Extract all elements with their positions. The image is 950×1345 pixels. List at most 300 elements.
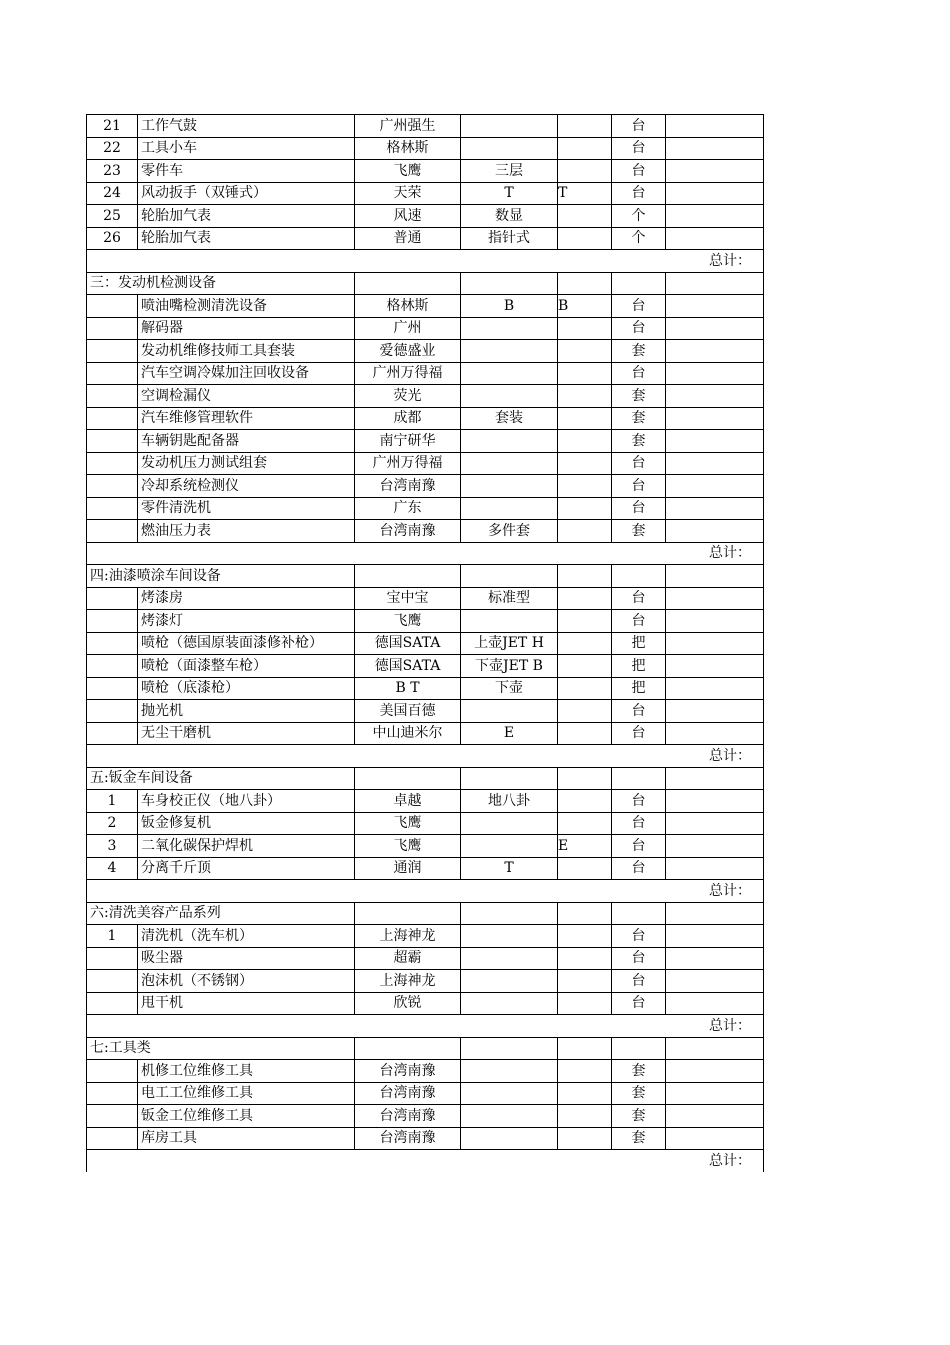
- item-name: 燃油压力表: [138, 520, 355, 543]
- section-header-row: [87, 767, 764, 790]
- item-brand: 宝中宝: [355, 587, 461, 610]
- row-number: [87, 947, 138, 970]
- item-price: [666, 227, 764, 250]
- item-price: [666, 362, 764, 385]
- item-spec: 下壶JET B: [461, 655, 558, 678]
- item-model: [558, 340, 612, 363]
- item-price: [666, 925, 764, 948]
- section-header-row: [87, 565, 764, 588]
- item-spec: T: [461, 857, 558, 880]
- row-number: [87, 340, 138, 363]
- item-unit: 台: [612, 295, 666, 318]
- item-spec: [461, 947, 558, 970]
- item-price: [666, 812, 764, 835]
- item-spec: T: [461, 182, 558, 205]
- table-row: [87, 317, 764, 340]
- item-unit: 台: [612, 722, 666, 745]
- item-price: [666, 857, 764, 880]
- item-model: [558, 1082, 612, 1105]
- table-row: [87, 857, 764, 880]
- item-name: 风动扳手（双锤式）: [138, 182, 355, 205]
- item-brand: 台湾南豫: [355, 1127, 461, 1150]
- item-model: [558, 722, 612, 745]
- row-number: [87, 407, 138, 430]
- table-row: [87, 385, 764, 408]
- item-price: [666, 722, 764, 745]
- empty-cell: [666, 767, 764, 790]
- item-brand: 美国百德: [355, 700, 461, 723]
- item-spec: [461, 452, 558, 475]
- item-price: [666, 520, 764, 543]
- empty-cell: [461, 1037, 558, 1060]
- item-name: 汽车空调冷媒加注回收设备: [138, 362, 355, 385]
- item-brand: 德国SATA: [355, 632, 461, 655]
- item-brand: 格林斯: [355, 295, 461, 318]
- item-price: [666, 430, 764, 453]
- total-label: 总计：: [87, 745, 764, 768]
- item-price: [666, 1105, 764, 1128]
- item-brand: 格林斯: [355, 137, 461, 160]
- item-model: [558, 1060, 612, 1083]
- table-row: [87, 947, 764, 970]
- item-spec: [461, 992, 558, 1015]
- item-unit: 台: [612, 610, 666, 633]
- item-brand: 中山迪米尔: [355, 722, 461, 745]
- item-spec: 上壶JET H: [461, 632, 558, 655]
- row-number: [87, 700, 138, 723]
- item-unit: 台: [612, 475, 666, 498]
- item-model: [558, 925, 612, 948]
- empty-cell: [461, 565, 558, 588]
- item-name: 钣金修复机: [138, 812, 355, 835]
- item-brand: 台湾南豫: [355, 1105, 461, 1128]
- item-spec: [461, 812, 558, 835]
- item-spec: 标准型: [461, 587, 558, 610]
- item-model: [558, 610, 612, 633]
- total-label: 总计：: [87, 250, 764, 273]
- item-model: [558, 137, 612, 160]
- row-number: [87, 970, 138, 993]
- item-brand: 成都: [355, 407, 461, 430]
- row-number: [87, 632, 138, 655]
- table-row: [87, 925, 764, 948]
- row-number: [87, 655, 138, 678]
- item-spec: [461, 475, 558, 498]
- table-row: [87, 970, 764, 993]
- table-row: [87, 520, 764, 543]
- item-brand: 荧光: [355, 385, 461, 408]
- item-unit: 台: [612, 970, 666, 993]
- row-number: 24: [87, 182, 138, 205]
- item-name: 分离千斤顶: [138, 857, 355, 880]
- row-number: 1: [87, 790, 138, 813]
- item-price: [666, 790, 764, 813]
- item-unit: 台: [612, 857, 666, 880]
- item-unit: 台: [612, 700, 666, 723]
- table-row: [87, 182, 764, 205]
- item-name: 车辆钥匙配备器: [138, 430, 355, 453]
- item-brand: 卓越: [355, 790, 461, 813]
- row-number: [87, 677, 138, 700]
- item-brand: 飞鹰: [355, 812, 461, 835]
- item-name: 发动机维修技师工具套装: [138, 340, 355, 363]
- item-name: 发动机压力测试组套: [138, 452, 355, 475]
- table-row: [87, 137, 764, 160]
- empty-cell: [558, 902, 612, 925]
- total-label: 总计：: [87, 1150, 764, 1172]
- item-spec: [461, 1060, 558, 1083]
- row-number: 23: [87, 160, 138, 183]
- item-brand: 天荣: [355, 182, 461, 205]
- item-spec: 多件套: [461, 520, 558, 543]
- item-price: [666, 947, 764, 970]
- section-header-row: [87, 1037, 764, 1060]
- row-number: 2: [87, 812, 138, 835]
- row-number: [87, 1060, 138, 1083]
- row-number: [87, 587, 138, 610]
- item-brand: 飞鹰: [355, 610, 461, 633]
- item-model: B: [558, 295, 612, 318]
- table-row: [87, 1127, 764, 1150]
- item-name: 冷却系统检测仪: [138, 475, 355, 498]
- item-unit: 把: [612, 677, 666, 700]
- table-row: [87, 475, 764, 498]
- total-row: [87, 745, 764, 768]
- item-brand: 飞鹰: [355, 835, 461, 858]
- item-model: E: [558, 835, 612, 858]
- table-row: [87, 227, 764, 250]
- item-spec: [461, 340, 558, 363]
- item-unit: 把: [612, 655, 666, 678]
- item-name: 烤漆灯: [138, 610, 355, 633]
- table-row: [87, 205, 764, 228]
- empty-cell: [666, 1037, 764, 1060]
- item-name: 电工工位维修工具: [138, 1082, 355, 1105]
- total-row: [87, 1150, 764, 1172]
- item-name: 空调检漏仪: [138, 385, 355, 408]
- item-brand: 台湾南豫: [355, 520, 461, 543]
- section-title: 三：发动机检测设备: [87, 272, 355, 295]
- item-brand: 通润: [355, 857, 461, 880]
- row-number: [87, 362, 138, 385]
- item-spec: [461, 1082, 558, 1105]
- item-unit: 台: [612, 835, 666, 858]
- item-brand: 台湾南豫: [355, 475, 461, 498]
- item-model: [558, 362, 612, 385]
- item-model: [558, 677, 612, 700]
- item-model: [558, 1105, 612, 1128]
- item-model: [558, 520, 612, 543]
- item-spec: [461, 610, 558, 633]
- row-number: 1: [87, 925, 138, 948]
- item-price: [666, 677, 764, 700]
- equipment-table: [86, 114, 764, 1172]
- item-model: [558, 452, 612, 475]
- item-spec: [461, 970, 558, 993]
- item-spec: [461, 317, 558, 340]
- item-brand: 普通: [355, 227, 461, 250]
- item-model: [558, 655, 612, 678]
- row-number: 25: [87, 205, 138, 228]
- empty-cell: [612, 902, 666, 925]
- empty-cell: [355, 767, 461, 790]
- row-number: 3: [87, 835, 138, 858]
- item-brand: 德国SATA: [355, 655, 461, 678]
- item-model: [558, 497, 612, 520]
- item-unit: 台: [612, 812, 666, 835]
- table-row: [87, 452, 764, 475]
- item-name: 汽车维修管理软件: [138, 407, 355, 430]
- item-model: [558, 587, 612, 610]
- item-model: [558, 385, 612, 408]
- item-price: [666, 295, 764, 318]
- item-brand: 广州万得福: [355, 362, 461, 385]
- row-number: [87, 1105, 138, 1128]
- item-unit: 把: [612, 632, 666, 655]
- item-unit: 台: [612, 317, 666, 340]
- table-row: [87, 340, 764, 363]
- item-brand: 飞鹰: [355, 160, 461, 183]
- row-number: [87, 430, 138, 453]
- item-name: 抛光机: [138, 700, 355, 723]
- row-number: [87, 610, 138, 633]
- row-number: 22: [87, 137, 138, 160]
- total-label: 总计：: [87, 542, 764, 565]
- section-title: 六:清洗美容产品系列: [87, 902, 355, 925]
- item-brand: 欣锐: [355, 992, 461, 1015]
- item-unit: 套: [612, 340, 666, 363]
- row-number: [87, 475, 138, 498]
- item-spec: 数显: [461, 205, 558, 228]
- item-unit: 套: [612, 407, 666, 430]
- item-unit: 台: [612, 790, 666, 813]
- item-name: 喷枪（底漆枪）: [138, 677, 355, 700]
- item-price: [666, 1060, 764, 1083]
- item-unit: 台: [612, 115, 666, 138]
- item-spec: B: [461, 295, 558, 318]
- item-name: 零件车: [138, 160, 355, 183]
- empty-cell: [558, 767, 612, 790]
- item-model: [558, 227, 612, 250]
- item-unit: 台: [612, 947, 666, 970]
- empty-cell: [612, 565, 666, 588]
- item-price: [666, 992, 764, 1015]
- item-price: [666, 340, 764, 363]
- item-brand: 广州: [355, 317, 461, 340]
- item-model: [558, 700, 612, 723]
- item-price: [666, 610, 764, 633]
- item-name: 喷枪（德国原装面漆修补枪）: [138, 632, 355, 655]
- item-brand: 爱德盛业: [355, 340, 461, 363]
- table-row: [87, 1105, 764, 1128]
- empty-cell: [461, 767, 558, 790]
- item-model: [558, 1127, 612, 1150]
- item-name: 二氧化碳保护焊机: [138, 835, 355, 858]
- empty-cell: [558, 565, 612, 588]
- item-unit: 套: [612, 430, 666, 453]
- empty-cell: [355, 1037, 461, 1060]
- item-spec: [461, 137, 558, 160]
- table-row: [87, 430, 764, 453]
- item-name: 工具小车: [138, 137, 355, 160]
- item-spec: [461, 1105, 558, 1128]
- item-price: [666, 970, 764, 993]
- item-model: [558, 992, 612, 1015]
- item-model: [558, 632, 612, 655]
- item-spec: [461, 1127, 558, 1150]
- item-model: [558, 790, 612, 813]
- item-spec: [461, 430, 558, 453]
- row-number: [87, 992, 138, 1015]
- empty-cell: [461, 902, 558, 925]
- row-number: [87, 1127, 138, 1150]
- table-row: [87, 1082, 764, 1105]
- item-model: [558, 947, 612, 970]
- table-row: [87, 992, 764, 1015]
- item-brand: 南宁研华: [355, 430, 461, 453]
- item-name: 烤漆房: [138, 587, 355, 610]
- item-spec: 套装: [461, 407, 558, 430]
- table-row: [87, 1060, 764, 1083]
- row-number: [87, 520, 138, 543]
- item-price: [666, 115, 764, 138]
- total-row: [87, 880, 764, 903]
- empty-cell: [666, 565, 764, 588]
- total-label: 总计：: [87, 880, 764, 903]
- item-spec: 指针式: [461, 227, 558, 250]
- item-price: [666, 407, 764, 430]
- item-unit: 台: [612, 992, 666, 1015]
- empty-cell: [355, 902, 461, 925]
- item-name: 工作气鼓: [138, 115, 355, 138]
- total-row: [87, 1015, 764, 1038]
- row-number: [87, 317, 138, 340]
- row-number: [87, 1082, 138, 1105]
- item-name: 车身校正仪（地八卦）: [138, 790, 355, 813]
- item-spec: [461, 700, 558, 723]
- item-name: 机修工位维修工具: [138, 1060, 355, 1083]
- item-name: 轮胎加气表: [138, 205, 355, 228]
- empty-cell: [558, 1037, 612, 1060]
- empty-cell: [558, 272, 612, 295]
- item-model: [558, 205, 612, 228]
- table-row: [87, 722, 764, 745]
- row-number: [87, 385, 138, 408]
- item-price: [666, 700, 764, 723]
- item-price: [666, 1082, 764, 1105]
- row-number: 26: [87, 227, 138, 250]
- row-number: 4: [87, 857, 138, 880]
- item-price: [666, 587, 764, 610]
- empty-cell: [666, 272, 764, 295]
- item-unit: 个: [612, 227, 666, 250]
- item-unit: 台: [612, 362, 666, 385]
- item-brand: 台湾南豫: [355, 1060, 461, 1083]
- item-name: 喷枪（面漆整车枪）: [138, 655, 355, 678]
- row-number: [87, 722, 138, 745]
- item-name: 无尘干磨机: [138, 722, 355, 745]
- row-number: [87, 452, 138, 475]
- item-model: [558, 812, 612, 835]
- item-price: [666, 655, 764, 678]
- item-model: [558, 115, 612, 138]
- item-unit: 台: [612, 160, 666, 183]
- table-row: [87, 295, 764, 318]
- table-row: [87, 812, 764, 835]
- item-model: [558, 430, 612, 453]
- item-spec: [461, 925, 558, 948]
- row-number: [87, 497, 138, 520]
- section-title: 四:油漆喷涂车间设备: [87, 565, 355, 588]
- empty-cell: [612, 272, 666, 295]
- section-header-row: [87, 902, 764, 925]
- item-price: [666, 160, 764, 183]
- item-name: 吸尘器: [138, 947, 355, 970]
- item-brand: 上海神龙: [355, 970, 461, 993]
- item-brand: 超霸: [355, 947, 461, 970]
- item-price: [666, 1127, 764, 1150]
- table-row: [87, 700, 764, 723]
- equipment-table-body: [87, 115, 764, 1172]
- item-model: [558, 970, 612, 993]
- item-unit: 套: [612, 1105, 666, 1128]
- empty-cell: [355, 565, 461, 588]
- item-model: [558, 160, 612, 183]
- item-price: [666, 137, 764, 160]
- table-row: [87, 677, 764, 700]
- table-row: [87, 632, 764, 655]
- item-name: 清洗机（洗车机）: [138, 925, 355, 948]
- section-header-row: [87, 272, 764, 295]
- item-model: [558, 857, 612, 880]
- item-spec: E: [461, 722, 558, 745]
- item-model: [558, 407, 612, 430]
- table-row: [87, 835, 764, 858]
- item-name: 轮胎加气表: [138, 227, 355, 250]
- empty-cell: [461, 272, 558, 295]
- table-row: [87, 160, 764, 183]
- total-row: [87, 250, 764, 273]
- item-brand: 上海神龙: [355, 925, 461, 948]
- table-row: [87, 655, 764, 678]
- item-model: [558, 475, 612, 498]
- item-unit: 套: [612, 520, 666, 543]
- row-number: [87, 295, 138, 318]
- item-price: [666, 835, 764, 858]
- item-spec: 地八卦: [461, 790, 558, 813]
- item-brand: 风速: [355, 205, 461, 228]
- empty-cell: [666, 902, 764, 925]
- item-name: 喷油嘴检测清洗设备: [138, 295, 355, 318]
- item-name: 解码器: [138, 317, 355, 340]
- item-brand: 广州强生: [355, 115, 461, 138]
- item-price: [666, 497, 764, 520]
- item-spec: [461, 362, 558, 385]
- item-brand: 广东: [355, 497, 461, 520]
- row-number: 21: [87, 115, 138, 138]
- item-unit: 套: [612, 385, 666, 408]
- item-unit: 个: [612, 205, 666, 228]
- table-row: [87, 407, 764, 430]
- item-name: 零件清洗机: [138, 497, 355, 520]
- item-brand: B T: [355, 677, 461, 700]
- table-row: [87, 790, 764, 813]
- item-unit: 台: [612, 182, 666, 205]
- item-unit: 套: [612, 1127, 666, 1150]
- item-brand: 台湾南豫: [355, 1082, 461, 1105]
- item-name: 库房工具: [138, 1127, 355, 1150]
- item-spec: 三层: [461, 160, 558, 183]
